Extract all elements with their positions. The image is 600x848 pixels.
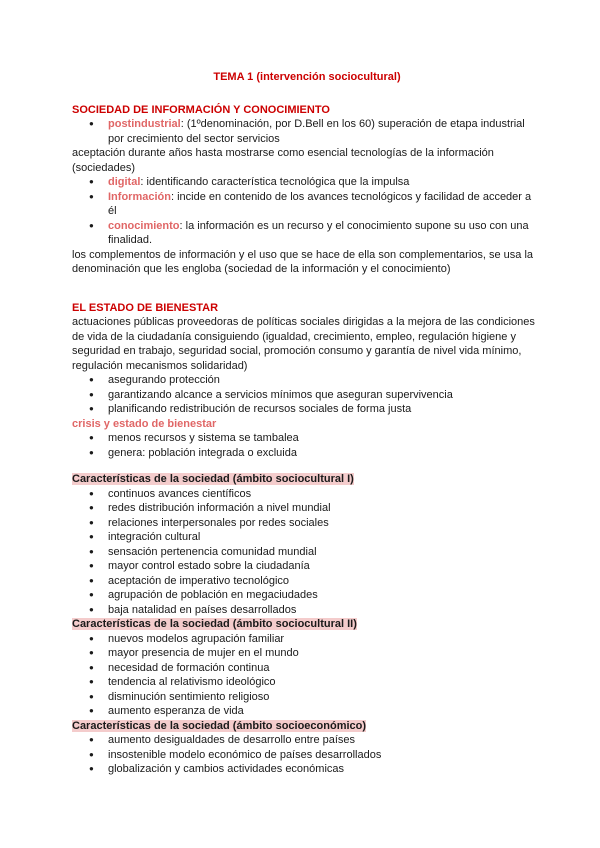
list-item: ● menos recursos y sistema se tambalea [72,431,542,446]
list-item: ● baja natalidad en países desarrollados [72,603,542,618]
list-item [72,190,542,219]
list-item: ● genera: población integrada o excluida [72,446,542,461]
list-item: ● aceptación de imperativo tecnológico [72,574,542,589]
list-item: ● tendencia al relativismo ideológico [72,675,542,690]
list-item: ● relaciones interpersonales por redes sociales [72,516,542,531]
list-item: ● globalización y cambios actividades económicas [72,762,542,777]
list-item [72,117,542,146]
section-heading-estado-bienestar: EL ESTADO DE BIENESTAR [72,301,219,314]
list-item: ● disminución sentimiento religioso [72,690,542,705]
list-item: ● redes distribución información a nivel mundial [72,501,542,516]
list-item: ● insostenible modelo económico de países desarrollados [72,748,542,763]
list-item [72,219,542,248]
list-item: ● mayor control estado sobre la ciudadanía [72,559,542,574]
term-informacion: Información [108,190,171,203]
list-item: ● continuos avances científicos [72,487,542,502]
list-item: ● asegurando protección [72,373,542,388]
section-heading-sociedad-informacion: SOCIEDAD DE INFORMACIÓN Y CONOCIMIENTO [72,103,330,116]
list-item: ● nuevos modelos agrupación familiar [72,632,542,647]
list-item: ● aumento esperanza de vida [72,704,542,719]
term-definition: : identificando característica tecnológica que la impulsa [140,176,410,188]
list-item: ● integración cultural [72,530,542,545]
document-page [72,70,542,777]
list-item: ● agrupación de población en megaciudades [72,588,542,603]
bienestar-list [72,373,542,417]
sociocultural-1-list [72,487,542,618]
heading-sociocultural-1: Características de la sociedad (ámbito sociocultural I) [72,473,354,485]
sociocultural-2-list [72,632,542,719]
term-definition: : (1ºdenominación, por D.Bell en los 60) superación de etapa industrial por crecimiento del sector servicios [108,118,525,145]
socioeconomico-list [72,733,542,777]
term-postindustrial: postindustrial [108,118,181,130]
crisis-list [72,431,542,460]
page-title: TEMA 1 (intervención sociocultural) [213,71,401,83]
heading-sociocultural-2: Características de la sociedad (ámbito sociocultural II) [72,618,357,630]
list-item: ● garantizando alcance a servicios mínimos que aseguran supervivencia [72,388,542,403]
term-conocimiento: conocimiento [108,219,180,232]
term-definition: : incide en contenido de los avances tecnológicos y facilidad de acceder a él [108,190,532,217]
term-list-1 [72,117,542,146]
list-item: ● necesidad de formación continua [72,661,542,676]
paragraph: actuaciones públicas proveedoras de políticas sociales dirigidas a la mejora de las condiciones de vida de la ciudadanía consiguiendo (igualdad, crecimiento, empleo, regulación higiene y seguridad en trabajo, seguridad social, promoción consumo y garantía de nivel vida mínimo, regulación mecanismos solidaridad) [72,316,535,372]
paragraph: aceptación durante años hasta mostrarse como esencial tecnologías de la información (sociedades) [72,147,494,174]
term-digital: digital [108,176,141,188]
term-list-2 [72,175,542,248]
sub-heading-crisis: crisis y estado de bienestar [72,417,217,430]
heading-socioeconomico: Características de la sociedad (ámbito socioeconómico) [72,719,367,732]
paragraph: los complementos de información y el uso que se hace de ella son complementarios, se usa la denominación que les engloba (sociedad de la información y el conocimiento) [72,248,534,275]
list-item [72,175,542,190]
term-definition: : la información es un recurso y el conocimiento supone su uso con una finalidad. [108,219,529,246]
list-item: ● planificando redistribución de recursos sociales de forma justa [72,402,542,417]
list-item: ● aumento desigualdades de desarrollo entre países [72,733,542,748]
list-item: ● sensación pertenencia comunidad mundial [72,545,542,560]
list-item: ● mayor presencia de mujer en el mundo [72,646,542,661]
